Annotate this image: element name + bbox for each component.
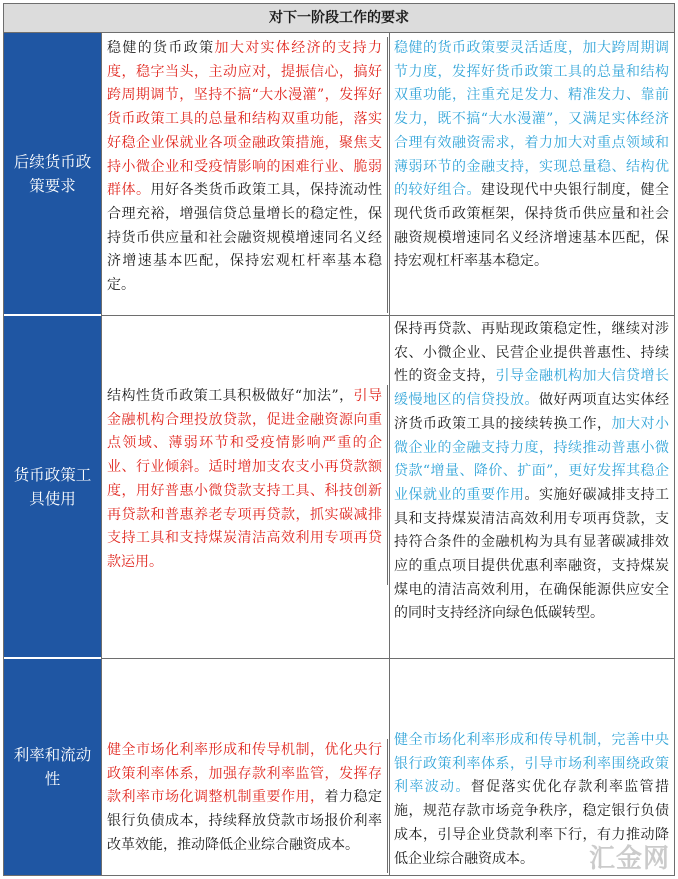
text-segment: 健全市场化利率形成和传导机制，优化央行政策利率体系，加强存款利率监管，发挥存款利率市场化调整机制重要作用， xyxy=(107,742,382,806)
watermark-logo: 汇金网 xyxy=(588,844,670,874)
text-segment: 用好各类货币政策工具，保持流动性合理充裕，增强信贷总量增长的稳定性，保持货币供应量和社会融资规模增速同名义经济增速基本匹配，保持宏观杠杆率基本稳定。 xyxy=(107,182,382,294)
row1-left-text xyxy=(101,37,388,313)
row-divider xyxy=(101,658,674,659)
text-segment: 建设现代中央银行制度，健全现代货币政策框架，保持货币供应量和社会融资规模增速同名义经济增速基本匹配，保持宏观杠杆率基本稳定。 xyxy=(394,182,669,270)
text-segment: 加大对小微企业的金融支持力度，持续推动普惠小微贷款“增量、降价、扩面”，更好发挥其稳企业保就业的重要作用 xyxy=(394,415,669,503)
text-segment: 着力稳定银行负债成本，持续释放贷款市场报价利率改革效能，推动降低企业综合融资成本。 xyxy=(107,789,382,853)
row1-right-text xyxy=(389,37,674,313)
row-label-policy-tools xyxy=(4,316,101,658)
row-label-monetary-policy xyxy=(4,33,101,315)
text-segment: 加大对实体经济的支持力度，稳字当头，主动应对，提振信心，搞好跨周期调节，坚持不搞“大水漫灌”，发挥好货币政策工具的总量和结构双重功能，落实好稳企业保就业各项金融政策措施，聚焦支持小微企业和受疫情影响的困难行业、脆弱群体。 xyxy=(107,40,383,199)
text-segment: 稳健的货币政策 xyxy=(107,40,215,56)
text-segment: 保持再贷款、再贴现政策稳定性，继续对涉农、小微企业、民营企业提供普惠性、持续性的资金支持， xyxy=(394,321,669,385)
text-segment: 结构性货币政策工具积极做好“加法”， xyxy=(107,388,354,404)
column-divider xyxy=(101,33,102,875)
text-segment: 引导金融机构合理投放贷款，促进金融资源向重点领域、薄弱环节和受疫情影响严重的企业、行业倾斜。适时增加支农支小再贷款额度，用好普惠小微贷款支持工具、科技创新再贷款和普惠养老专项再贷款，抓实碳减排支持工具和支持煤炭清洁高效利用专项再贷款运用。 xyxy=(107,388,382,570)
row-label-text: 利率和流动性 xyxy=(13,746,92,788)
row-divider xyxy=(101,315,674,316)
text-segment: 。实施好碳减排支持工具和支持煤炭清洁高效利用专项再贷款，支持符合条件的金融机构为具有显著碳减排效应的重点项目提供优惠利率融资，支持煤炭煤电的清洁高效利用，在确保能源供应安全的同时支持经济向绿色低碳转型。 xyxy=(394,486,669,622)
column-divider xyxy=(389,33,390,875)
text-segment: 健全市场化利率形成和传导机制，完善中央银行政策利率体系，引导市场利率围绕政策利率波动。 xyxy=(394,732,669,796)
row3-left-text xyxy=(101,739,388,873)
text-segment: 督促落实优化存款利率监管措施，规范存款市场竞争秩序，稳定银行负债成本，引导企业贷款利率下行，有力推动降低企业综合融资成本。 xyxy=(394,779,670,867)
row2-right-text xyxy=(389,318,674,656)
requirements-table xyxy=(3,3,675,876)
row-label-text: 货币政策工具使用 xyxy=(13,465,92,508)
table-header: 对下一阶段工作的要求 xyxy=(4,4,674,33)
text-segment: 稳健的货币政策要灵活适度，加大跨周期调节力度，发挥好货币政策工具的总量和结构双重功能，注重充足发力、精准发力、靠前发力，既不搞“大水漫灌”，又满足实体经济合理有效融资需求，着力加大对重点领域和薄弱环节的金融支持，实现总量稳、结构优的较好组合。 xyxy=(394,40,669,199)
text-segment: 做好两项直达实体经济货币政策工具的接续转换工作， xyxy=(394,392,669,432)
row-label-interest-liquidity xyxy=(4,659,101,875)
text-segment: 引导金融机构加大信贷增长缓慢地区的信贷投放。 xyxy=(394,368,669,409)
row-label-text: 后续货币政策要求 xyxy=(13,152,92,195)
row2-left-text xyxy=(101,385,388,585)
